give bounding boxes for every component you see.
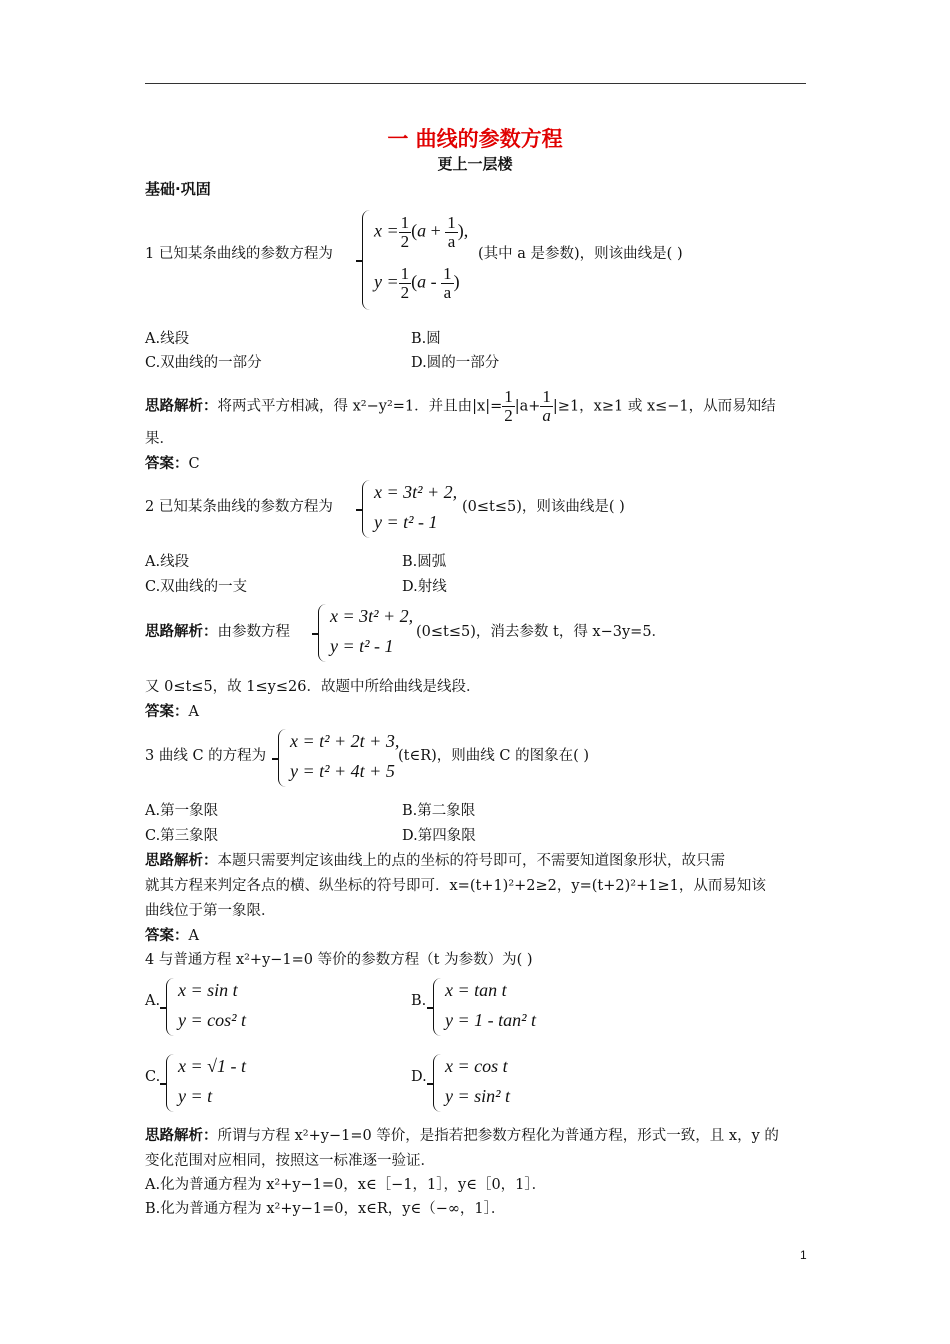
q2-analysis-eq-x: x = 3t² + 2,: [330, 606, 414, 626]
q4-b-eq-y: y = 1 - tan² t: [445, 1010, 537, 1030]
q4-c-eq-y: y = t: [178, 1086, 213, 1106]
q2-analysis-prefix: 思路解析：由参数方程: [145, 624, 290, 640]
page-number: 1: [800, 1248, 807, 1262]
q2-option-b: B.圆弧: [402, 554, 447, 570]
section-heading: 基础·巩固: [145, 180, 211, 198]
q4-a-eq-x: x = sin t: [178, 980, 238, 1000]
q3-option-d: D.第四象限: [402, 828, 476, 844]
q3-analysis-line2: 就其方程来判定各点的横、纵坐标的符号即可．x=(t+1)²+2≥2，y=(t+2)²+1≥1，从而易知该: [145, 878, 766, 894]
q1-brace: [362, 210, 373, 310]
q3-stem-prefix: 3 曲线 C 的方程为: [145, 748, 267, 764]
q4-option-a-system: [166, 978, 266, 1036]
q3-option-a: A.第一象限: [145, 803, 219, 819]
q4-d-eq-y: y = sin² t: [445, 1086, 511, 1106]
q3-answer: 答案：A: [145, 928, 199, 944]
q1-option-b: B.圆: [411, 331, 441, 347]
q2-analysis-eq-y: y = t² - 1: [330, 636, 394, 656]
q4-b-brace: [433, 978, 444, 1036]
q2-analysis-system: [318, 604, 418, 662]
q2-stem-suffix: (0≤t≤5)，则该曲线是( ): [462, 499, 625, 515]
q2-equation-system: [362, 480, 462, 538]
q4-option-d-system: [433, 1054, 533, 1112]
q2-stem-prefix: 2 已知某条曲线的参数方程为: [145, 499, 333, 515]
q2-analysis-suffix: (0≤t≤5)，消去参数 t，得 x−3y=5．: [416, 624, 667, 640]
q4-option-b-system: [433, 978, 553, 1036]
q2-option-d: D.射线: [402, 579, 447, 595]
q4-c-eq-x: x = √1 - t: [178, 1056, 247, 1076]
q4-option-b-label: B.: [411, 993, 427, 1009]
q2-eq-y: y = t² - 1: [374, 512, 438, 532]
q1-eq-y: y = $\frac{1}{2}$ (a - $\frac{1}{a}$ ): [374, 264, 460, 302]
q4-analysis-line2: 变化范围对应相同，按照这一标准逐一验证．: [145, 1153, 435, 1169]
q3-option-b: B.第二象限: [402, 803, 476, 819]
page-title: 一 曲线的参数方程: [387, 127, 563, 151]
q1-stem-prefix: 1 已知某条曲线的参数方程为: [145, 246, 333, 262]
q1-stem-suffix: (其中 a 是参数)，则该曲线是( ): [478, 246, 683, 262]
q4-c-brace: [166, 1054, 177, 1112]
q1-option-c: C.双曲线的一部分: [145, 355, 262, 371]
q1-equation-system: [362, 210, 472, 310]
q4-option-d-label: D.: [411, 1069, 427, 1085]
q4-b-eq-x: x = tan t: [445, 980, 507, 1000]
q2-analysis-brace: [318, 604, 329, 662]
q1-eq-x: x = $\frac{1}{2}$ (a + $\frac{1}{a}$ ),: [374, 213, 469, 251]
q4-d-brace: [433, 1054, 444, 1112]
q2-eq-x: x = 3t² + 2,: [374, 482, 458, 502]
q2-option-a: A.线段: [145, 554, 190, 570]
q3-analysis-line3: 曲线位于第一象限．: [145, 903, 276, 919]
q4-analysis: 思路解析：所谓与方程 x²+y−1=0 等价，是指若把参数方程化为普通方程，形式一致，且 x，y 的: [145, 1128, 779, 1144]
q4-stem: 4 与普通方程 x²+y−1=0 等价的参数方程（t 为参数）为( ): [145, 952, 533, 968]
q4-d-eq-x: x = cos t: [445, 1056, 508, 1076]
q2-option-c: C.双曲线的一支: [145, 579, 248, 595]
q4-analysis-line3: A.化为普通方程为 x²+y−1=0，x∈［−1，1］，y∈［0，1］．: [145, 1177, 547, 1193]
q4-a-eq-y: y = cos² t: [178, 1010, 247, 1030]
q1-answer: 答案：C: [145, 456, 200, 472]
q4-option-a-label: A.: [145, 993, 161, 1009]
q2-brace: [362, 480, 373, 538]
q4-a-brace: [166, 978, 177, 1036]
q2-analysis-cont: 又 0≤t≤5，故 1≤y≤26．故题中所给曲线是线段．: [145, 679, 481, 695]
q1-option-a: A.线段: [145, 331, 190, 347]
q4-option-c-label: C.: [145, 1069, 161, 1085]
q1-analysis: 思路解析：将两式平方相减，得 x²−y²=1．并且由|x|= $\frac{1}{2}$ |a+ $\frac{1}{a}$ |≥1，x≥1 或 x≤−1，从而易知结: [145, 387, 776, 425]
q4-option-c-system: [166, 1054, 266, 1112]
q3-eq-x: x = t² + 2t + 3,: [290, 731, 400, 751]
q3-equation-system: [278, 729, 398, 787]
page-subtitle: 更上一层楼: [437, 155, 513, 173]
q3-analysis: 思路解析：本题只需要判定该曲线上的点的坐标的符号即可，不需要知道图象形状，故只需: [145, 853, 725, 869]
q3-stem-suffix: (t∈R)，则曲线 C 的图象在( ): [398, 748, 590, 764]
q1-option-d: D.圆的一部分: [411, 355, 500, 371]
q4-analysis-line4: B.化为普通方程为 x²+y−1=0，x∈R，y∈（−∞，1］．: [145, 1201, 506, 1217]
q3-option-c: C.第三象限: [145, 828, 219, 844]
q3-brace: [278, 729, 289, 787]
q1-analysis-cont: 果．: [145, 431, 174, 447]
q2-answer: 答案：A: [145, 704, 199, 720]
q3-eq-y: y = t² + 4t + 5: [290, 761, 395, 781]
header-rule: [145, 83, 806, 84]
